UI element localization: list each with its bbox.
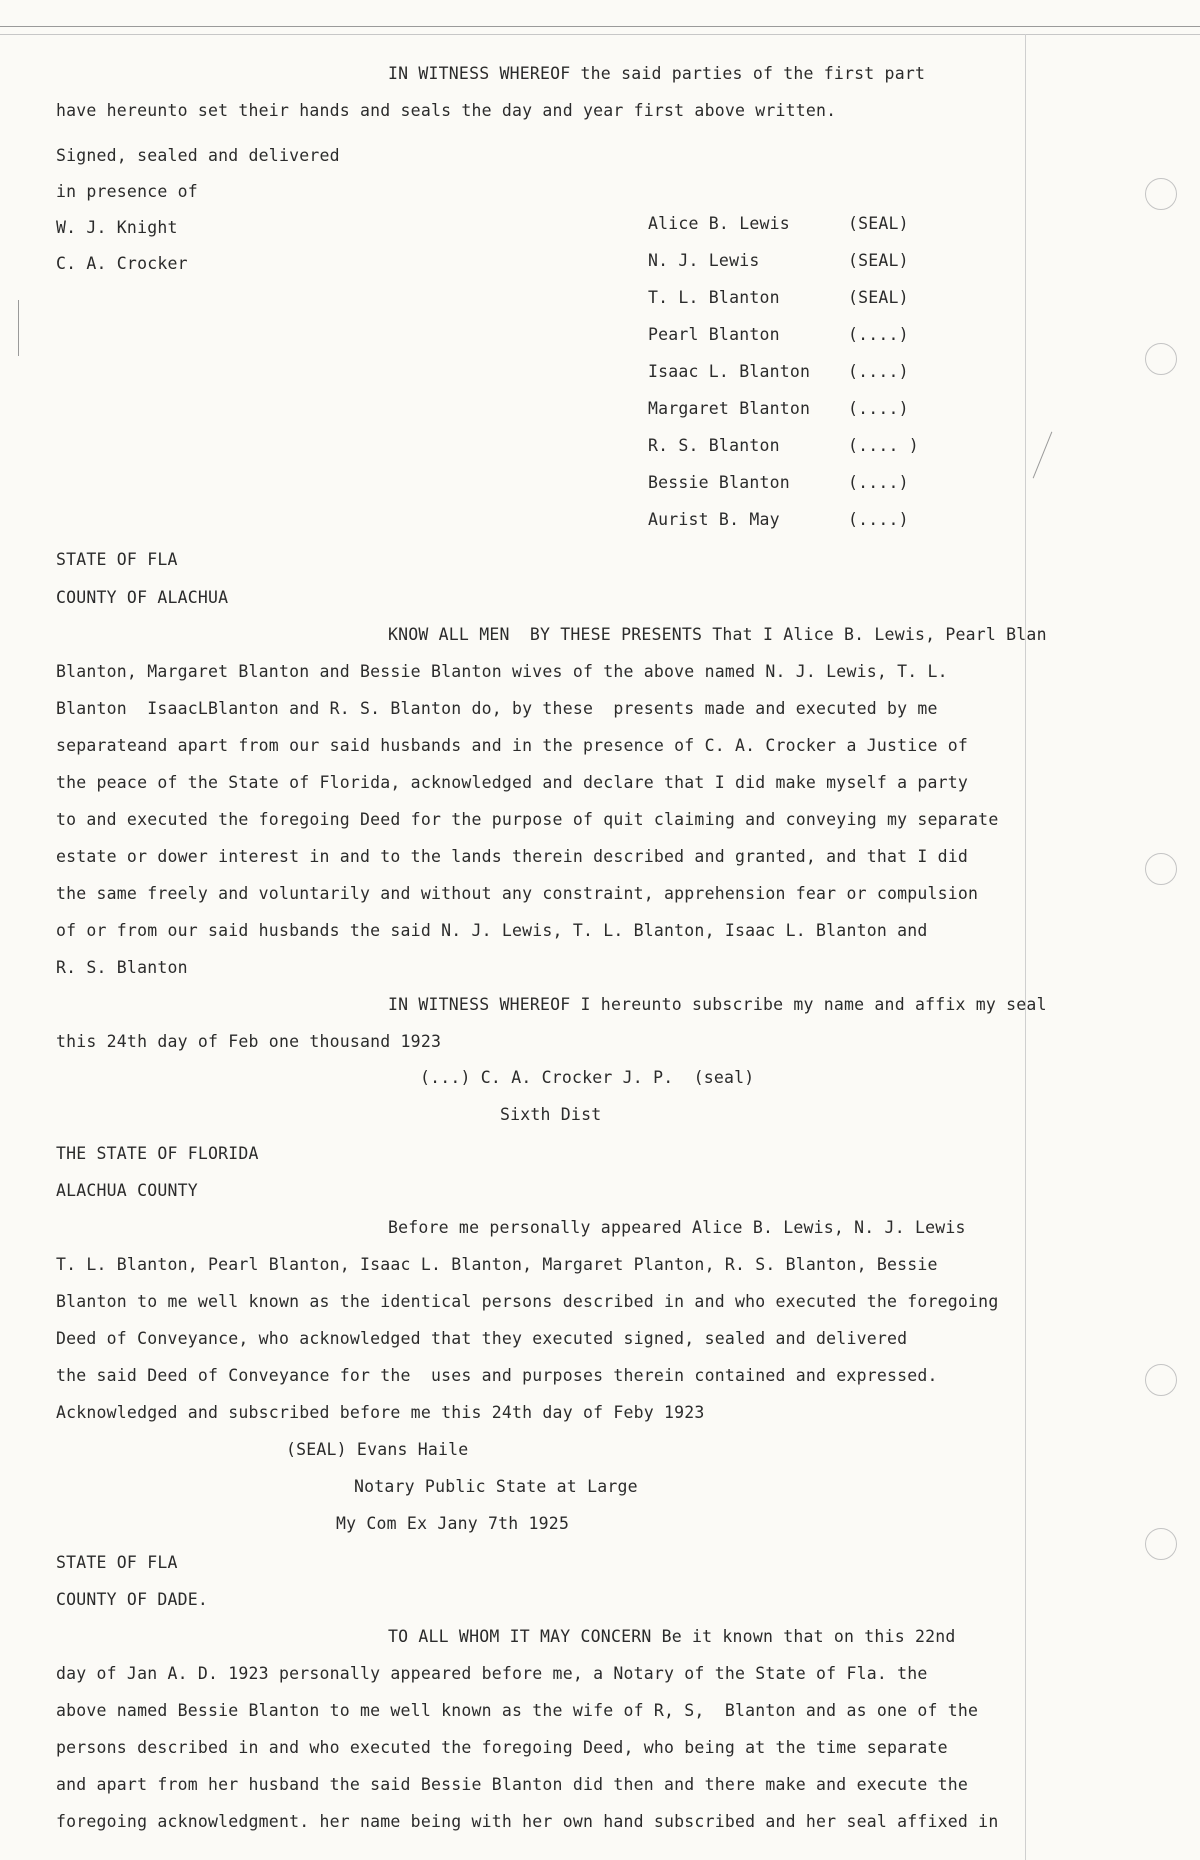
ack1-line: of or from our said husbands the said N. J. Lewis, T. L. Blanton, Isaac L. Blanton and <box>56 921 928 940</box>
ack1-signer: (...) C. A. Crocker J. P. (seal) <box>420 1068 755 1087</box>
county-heading: ALACHUA COUNTY <box>56 1181 198 1200</box>
ack2-line: Deed of Conveyance, who acknowledged that they executed signed, sealed and delivered <box>56 1329 908 1348</box>
ack2-seal-signer: (SEAL) Evans Haile <box>286 1440 469 1459</box>
signatory-seal: (....) <box>848 510 909 529</box>
ack1-line: separateand apart from our said husbands and in the presence of C. A. Crocker a Justice of <box>56 736 969 755</box>
ack1-district: Sixth Dist <box>500 1105 602 1124</box>
witness-name: W. J. Knight <box>56 218 178 237</box>
ack1-line: to and executed the foregoing Deed for the purpose of quit claiming and conveying my separate <box>56 810 999 829</box>
binder-hole-icon <box>1145 343 1177 375</box>
signatory-name: Isaac L. Blanton <box>648 362 811 381</box>
ack2-line: the said Deed of Conveyance for the uses and purposes therein contained and expressed. <box>56 1366 938 1385</box>
ack1-line: estate or dower interest in and to the lands therein described and granted, and that I did <box>56 847 969 866</box>
ack2-notary-title: Notary Public State at Large <box>354 1477 638 1496</box>
signatory-name: Margaret Blanton <box>648 399 811 418</box>
signed-sealed-line: Signed, sealed and delivered <box>56 146 340 165</box>
ack2-line: Acknowledged and subscribed before me this 24th day of Feby 1923 <box>56 1403 705 1422</box>
state-heading: THE STATE OF FLORIDA <box>56 1144 259 1163</box>
signatory-seal: (SEAL) <box>848 288 909 307</box>
ack3-line: above named Bessie Blanton to me well known as the wife of R, S, Blanton and as one of the <box>56 1701 979 1720</box>
ack2-line: Before me personally appeared Alice B. Lewis, N. J. Lewis <box>388 1218 966 1237</box>
pen-mark <box>1033 432 1053 479</box>
signatory-seal: (....) <box>848 362 909 381</box>
binder-hole-icon <box>1145 178 1177 210</box>
witness-name: C. A. Crocker <box>56 254 188 273</box>
ack1-witness-line: IN WITNESS WHEREOF I hereunto subscribe my name and affix my seal <box>388 995 1047 1014</box>
ack1-line: R. S. Blanton <box>56 958 188 977</box>
ack2-line: Blanton to me well known as the identical persons described in and who executed the foregoing <box>56 1292 999 1311</box>
county-heading: COUNTY OF ALACHUA <box>56 588 229 607</box>
signatory-seal: (....) <box>848 399 909 418</box>
ack1-line: KNOW ALL MEN BY THESE PRESENTS That I Alice B. Lewis, Pearl Blan <box>388 625 1047 644</box>
signatory-seal: (SEAL) <box>848 214 909 233</box>
in-presence-line: in presence of <box>56 182 198 201</box>
signatory-name: Alice B. Lewis <box>648 214 790 233</box>
margin-mark <box>18 300 19 356</box>
witness-clause-line2: have hereunto set their hands and seals the day and year first above written. <box>56 101 837 120</box>
ack3-line: foregoing acknowledgment. her name being with her own hand subscribed and her seal affixed in <box>56 1812 999 1831</box>
ack1-line: Blanton IsaacLBlanton and R. S. Blanton do, by these presents made and executed by me <box>56 699 938 718</box>
binder-hole-icon <box>1145 853 1177 885</box>
state-heading: STATE OF FLA <box>56 1553 178 1572</box>
signatory-name: N. J. Lewis <box>648 251 760 270</box>
ack3-line: TO ALL WHOM IT MAY CONCERN Be it known that on this 22nd <box>388 1627 956 1646</box>
binder-hole-icon <box>1145 1364 1177 1396</box>
top-edge-rule-secondary <box>0 34 1200 35</box>
signatory-seal: (....) <box>848 473 909 492</box>
signatory-seal: (SEAL) <box>848 251 909 270</box>
signatory-name: Aurist B. May <box>648 510 780 529</box>
state-heading: STATE OF FLA <box>56 550 178 569</box>
ack2-commission: My Com Ex Jany 7th 1925 <box>336 1514 570 1533</box>
ack1-line: the peace of the State of Florida, acknowledged and declare that I did make myself a party <box>56 773 969 792</box>
ack3-line: and apart from her husband the said Bessie Blanton did then and there make and execute the <box>56 1775 969 1794</box>
county-heading: COUNTY OF DADE. <box>56 1590 209 1609</box>
signatory-name: Bessie Blanton <box>648 473 790 492</box>
signatory-name: Pearl Blanton <box>648 325 780 344</box>
ack3-line: day of Jan A. D. 1923 personally appeared before me, a Notary of the State of Fla. the <box>56 1664 928 1683</box>
ack1-date-line: this 24th day of Feb one thousand 1923 <box>56 1032 442 1051</box>
witness-clause-line1: IN WITNESS WHEREOF the said parties of the first part <box>388 64 926 83</box>
signatory-name: R. S. Blanton <box>648 436 780 455</box>
ack1-line: the same freely and voluntarily and without any constraint, apprehension fear or compulsion <box>56 884 979 903</box>
ack2-line: T. L. Blanton, Pearl Blanton, Isaac L. Blanton, Margaret Planton, R. S. Blanton, Bessie <box>56 1255 938 1274</box>
top-edge-rule <box>0 26 1200 27</box>
signatory-seal: (....) <box>848 325 909 344</box>
signatory-seal: (.... ) <box>848 436 919 455</box>
right-margin-rule <box>1025 34 1026 1860</box>
ack1-line: Blanton, Margaret Blanton and Bessie Blanton wives of the above named N. J. Lewis, T. L. <box>56 662 948 681</box>
ack3-line: persons described in and who executed the foregoing Deed, who being at the time separate <box>56 1738 948 1757</box>
signatory-name: T. L. Blanton <box>648 288 780 307</box>
binder-hole-icon <box>1145 1528 1177 1560</box>
